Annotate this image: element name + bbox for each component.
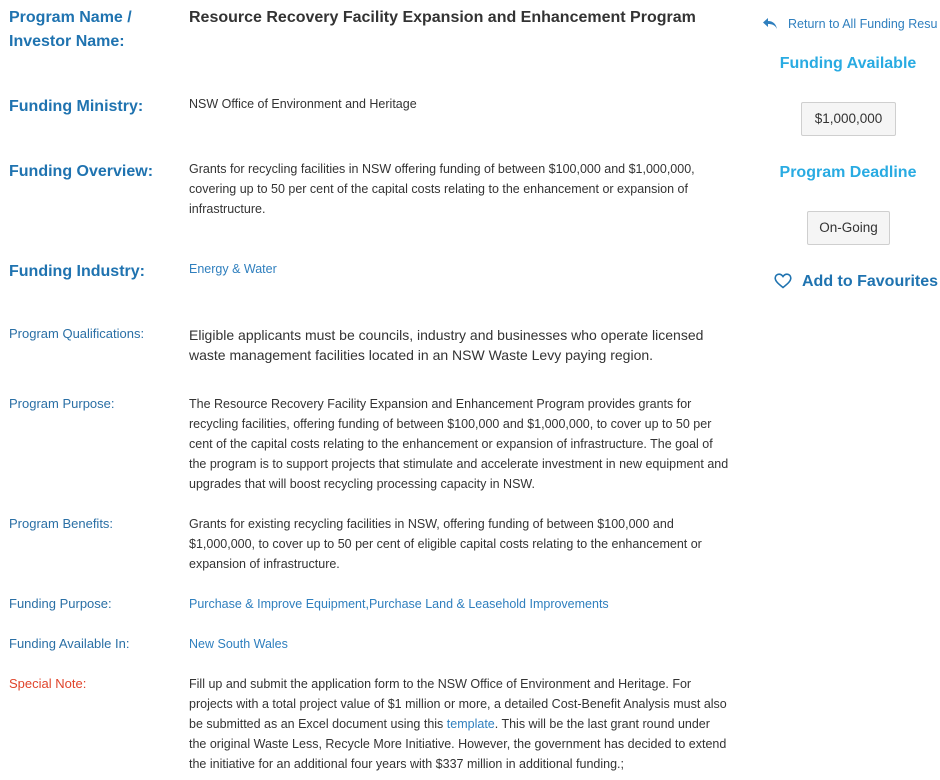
program-deadline-heading: Program Deadline — [779, 164, 917, 181]
program-purpose-value: The Resource Recovery Facility Expansion and Enhancement Program provides grants for recycling facilities, offering funding of between $100,000 and $1,000,000, to cover up to 50 per cent of the capital costs relating to the enhancement or expansion of infrastructure. The goal of the program is to support projects that stimulate and accelerate investment in new equipment and upgrades that will boost recycling processing capacity in NSW. — [189, 397, 729, 491]
funding-overview-value: Grants for recycling facilities in NSW offering funding of between $100,000 and $1,000,000, covering up to 50 per cent of the capital costs relating to the enhancement or expansion of infrastructure. — [189, 162, 695, 216]
label-program-benefits: Program Benefits: — [9, 516, 114, 531]
label-funding-industry: Funding Industry: — [9, 263, 145, 280]
funding-industry-link[interactable]: Energy & Water — [189, 262, 277, 276]
return-to-results-link[interactable]: Return to All Funding Resu — [762, 14, 937, 34]
program-qualifications-value: Eligible applicants must be councils, industry and businesses who operate licensed waste management facilities located in an NSW Waste Levy paying region. — [189, 327, 704, 363]
reply-arrow-icon — [762, 17, 778, 31]
funding-ministry-value: NSW Office of Environment and Heritage — [189, 97, 417, 111]
funding-available-heading: Funding Available — [779, 55, 917, 72]
heart-outline-icon — [774, 273, 792, 289]
deadline-badge: On-Going — [807, 211, 890, 245]
label-funding-purpose: Funding Purpose: — [9, 596, 112, 611]
label-funding-available-in: Funding Available In: — [9, 636, 130, 651]
template-link[interactable]: template — [446, 717, 495, 731]
funding-amount-badge: $1,000,000 — [801, 102, 896, 136]
label-funding-ministry: Funding Ministry: — [9, 98, 144, 115]
label-program-purpose: Program Purpose: — [9, 396, 115, 411]
special-note-value: Fill up and submit the application form to the NSW Office of Environment and Heritage. For projects with a total project value of $1 million or more, a detailed Cost-Benefit Analysis must also be submitted as an Excel document using this template. This will be the last grant round under the original Waste Less, Recycle More Initiative. However, the government has decided to extend the initiative for an additional four years with $337 million in additional funding.; — [189, 677, 727, 771]
label-program-qualifications: Program Qualifications: — [9, 326, 145, 341]
funding-available-in-link[interactable]: New South Wales — [189, 637, 288, 651]
funding-purpose-link[interactable]: Purchase & Improve Equipment,Purchase Land & Leasehold Improvements — [189, 597, 609, 611]
program-benefits-value: Grants for existing recycling facilities in NSW, offering funding of between $100,000 and $1,000,000, to cover up to 50 per cent of eligible capital costs relating to the enhancement or expansion of infrastructure. — [189, 517, 702, 571]
label-special-note: Special Note: — [9, 676, 87, 691]
add-to-favourites-button[interactable]: Add to Favourites — [774, 270, 938, 294]
label-funding-overview: Funding Overview: — [9, 163, 154, 180]
program-title: Resource Recovery Facility Expansion and Enhancement Program — [189, 9, 696, 26]
label-program-name: Program Name / Investor Name: — [9, 9, 132, 50]
